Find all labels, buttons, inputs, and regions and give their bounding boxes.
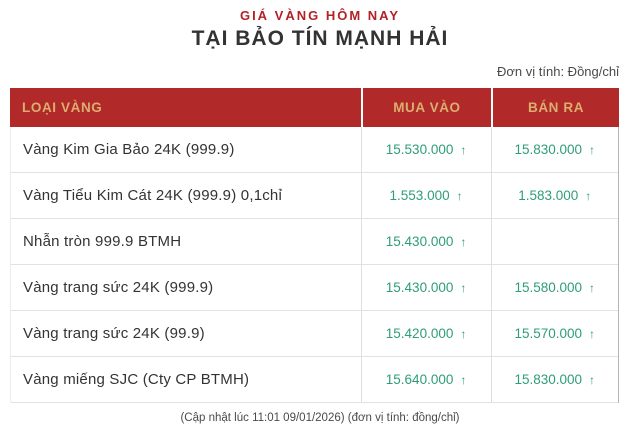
up-arrow-icon: ↑: [460, 234, 467, 249]
up-arrow-icon: ↑: [589, 326, 596, 341]
gold-type-cell: Vàng trang sức 24K (999.9): [23, 279, 214, 296]
up-arrow-icon: ↑: [460, 280, 467, 295]
up-arrow-icon: ↑: [460, 326, 467, 341]
gold-price-table: [10, 88, 619, 403]
gold-type-cell: Vàng Kim Gia Bảo 24K (999.9): [23, 141, 235, 158]
gold-type-cell: Nhẫn tròn 999.9 BTMH: [23, 233, 182, 250]
buy-price: 1.553.000: [389, 188, 450, 203]
gold-type-cell: Vàng Tiểu Kim Cát 24K (999.9) 0,1chỉ: [23, 187, 283, 204]
column-header-gold-type: LOẠI VÀNG: [22, 100, 103, 115]
table-row: [11, 219, 618, 265]
up-arrow-icon: ↑: [460, 142, 467, 157]
buy-price-cell: [361, 311, 491, 356]
up-arrow-icon: ↑: [585, 188, 592, 203]
table-row: [11, 265, 618, 311]
buy-price: 15.430.000: [385, 280, 454, 295]
up-arrow-icon: ↑: [456, 188, 463, 203]
sell-price: 15.830.000: [514, 142, 583, 157]
buy-price-cell: [361, 219, 491, 264]
buy-price: 15.430.000: [385, 234, 454, 249]
sell-price-cell: [491, 127, 618, 172]
sell-price: 1.583.000: [518, 188, 579, 203]
page-title: GIÁ VÀNG HÔM NAY: [239, 8, 401, 23]
sell-price-cell: [491, 357, 618, 402]
table-row: [11, 357, 618, 403]
column-header-buy: MUA VÀO: [361, 88, 491, 127]
gold-type-cell: Vàng miếng SJC (Cty CP BTMH): [23, 371, 250, 388]
table-body: [10, 127, 619, 403]
sell-price: 15.570.000: [514, 326, 583, 341]
page-subtitle: TẠI BẢO TÍN MẠNH HẢI: [191, 27, 449, 50]
sell-price: 15.580.000: [514, 280, 583, 295]
gold-type-cell: Vàng trang sức 24K (99.9): [23, 325, 205, 342]
up-arrow-icon: ↑: [589, 142, 596, 157]
up-arrow-icon: ↑: [589, 372, 596, 387]
sell-price-cell: [491, 219, 618, 264]
table-row: [11, 311, 618, 357]
sell-price-cell: [491, 173, 618, 218]
column-header-sell: BÁN RA: [491, 88, 619, 127]
buy-price-cell: [361, 265, 491, 310]
buy-price: 15.640.000: [385, 372, 454, 387]
table-row: [11, 127, 618, 173]
buy-price: 15.420.000: [385, 326, 454, 341]
buy-price-cell: [361, 173, 491, 218]
table-row: [11, 173, 618, 219]
up-arrow-icon: ↑: [589, 280, 596, 295]
buy-price: 15.530.000: [385, 142, 454, 157]
table-header-row: [10, 88, 619, 127]
unit-note: Đơn vị tính: Đồng/chỉ: [497, 64, 619, 79]
sell-price: 15.830.000: [514, 372, 583, 387]
buy-price-cell: [361, 127, 491, 172]
up-arrow-icon: ↑: [460, 372, 467, 387]
sell-price-cell: [491, 311, 618, 356]
buy-price-cell: [361, 357, 491, 402]
sell-price-cell: [491, 265, 618, 310]
update-timestamp-note: (Cập nhật lúc 11:01 09/01/2026) (đơn vị tính: đồng/chỉ): [180, 412, 460, 424]
